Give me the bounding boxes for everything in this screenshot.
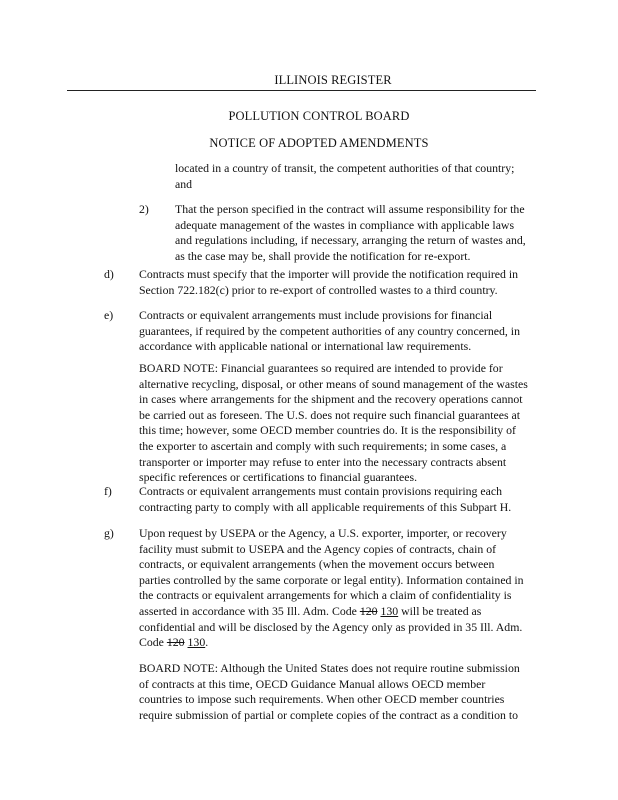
text-fragment: . <box>205 635 209 650</box>
text-line: the exporter to ascertain and comply with such requirements; in some cases, a <box>139 438 507 453</box>
text-line: the contracts or equivalent arrangements for which a claim of confidentiality is <box>139 588 512 603</box>
text-line: countries to impose such requirements. When other OECD member countries <box>139 692 505 707</box>
text-line: guarantees, if required by the competent authorities of any country concerned, in <box>139 323 520 338</box>
text-line: be carried out as foreseen. The U.S. does not require such financial guarantees at <box>139 407 521 422</box>
item-e-label: e) <box>104 308 114 322</box>
text-line: of contracts at this time, OECD Guidance Manual allows OECD member <box>139 676 486 691</box>
text-line: located in a country of transit, the competent authorities of that country; <box>175 161 515 175</box>
text-line: in cases where arrangements for the shipment and the recovery operations cannot <box>139 392 523 407</box>
text-fragment: Code <box>139 635 167 650</box>
text-line-amended <box>139 635 524 651</box>
deleted-text: 120 <box>359 603 378 618</box>
board-note-contracts <box>139 661 520 723</box>
text-line: facility must submit to USEPA and the Agency copies of contracts, chain of <box>139 541 497 556</box>
text-fragment: will be treated as <box>398 603 482 618</box>
continuation-paragraph <box>175 161 514 192</box>
item-f-label: f) <box>104 484 112 498</box>
item-d-label: d) <box>104 267 114 281</box>
text-line: specific references or certifications to financial guarantees. <box>139 470 418 485</box>
deleted-text: 120 <box>166 635 185 650</box>
text-line: adequate management of the wastes in compliance with applicable laws <box>175 217 515 232</box>
text-line: contracting party to comply with all applicable requirements of this Subpart H. <box>139 499 512 514</box>
text-line: Contracts or equivalent arrangements must include provisions for financial <box>139 308 493 322</box>
inserted-text: 130 <box>187 635 206 650</box>
text-line: accordance with applicable national or international law requirements. <box>139 339 472 354</box>
item-g-label: g) <box>104 526 114 540</box>
text-line: Section 722.182(c) prior to re-export of controlled wastes to a third country. <box>139 282 498 297</box>
text-line: alternative recycling, disposal, or other means of sound management of the wastes <box>139 376 528 391</box>
header-rule <box>67 90 536 91</box>
text-line: and regulations including, if necessary, arranging the return of wastes and, <box>175 233 526 248</box>
item-f-paragraph <box>139 484 511 515</box>
item-2-label: 2) <box>139 202 149 216</box>
notice-title: NOTICE OF ADOPTED AMENDMENTS <box>209 136 429 150</box>
item-d-paragraph <box>139 267 518 298</box>
text-fragment: asserted in accordance with 35 Ill. Adm. Code <box>139 603 360 618</box>
item-2-paragraph <box>175 202 526 264</box>
text-line: this time; however, some OECD member countries do. It is the responsibility of <box>139 423 516 438</box>
board-note-financial <box>139 361 528 486</box>
text-line: BOARD NOTE: Although the United States does not require routine submission <box>139 661 520 675</box>
text-line: transporter or importer may refuse to enter into the necessary contracts absent <box>139 454 507 469</box>
text-line: require submission of partial or complete copies of the contract as a condition to <box>139 707 519 722</box>
text-line: That the person specified in the contract will assume responsibility for the <box>175 202 525 216</box>
text-line: Contracts must specify that the importer will provide the notification required in <box>139 267 519 281</box>
text-line-amended <box>139 604 524 620</box>
inserted-text: 130 <box>380 603 399 618</box>
text-line: Contracts or equivalent arrangements must contain provisions requiring each <box>139 484 502 498</box>
text-line: BOARD NOTE: Financial guarantees so required are intended to provide for <box>139 361 503 375</box>
text-line: and <box>175 176 193 191</box>
register-title: ILLINOIS REGISTER <box>274 73 392 87</box>
text-line: Upon request by USEPA or the Agency, a U.S. exporter, importer, or recovery <box>139 526 507 540</box>
text-line: contracts, or equivalent arrangements (when the movement occurs between <box>139 557 495 572</box>
item-e-paragraph <box>139 308 520 355</box>
text-line: confidential and will be disclosed by the Agency only as provided in 35 Ill. Adm. <box>139 619 523 634</box>
text-line: as the case may be, shall provide the notification for re-export. <box>175 248 471 263</box>
board-title: POLLUTION CONTROL BOARD <box>228 109 410 123</box>
item-g-paragraph <box>139 526 524 651</box>
text-line: parties controlled by the same corporate or legal entity). Information contained in <box>139 572 524 587</box>
